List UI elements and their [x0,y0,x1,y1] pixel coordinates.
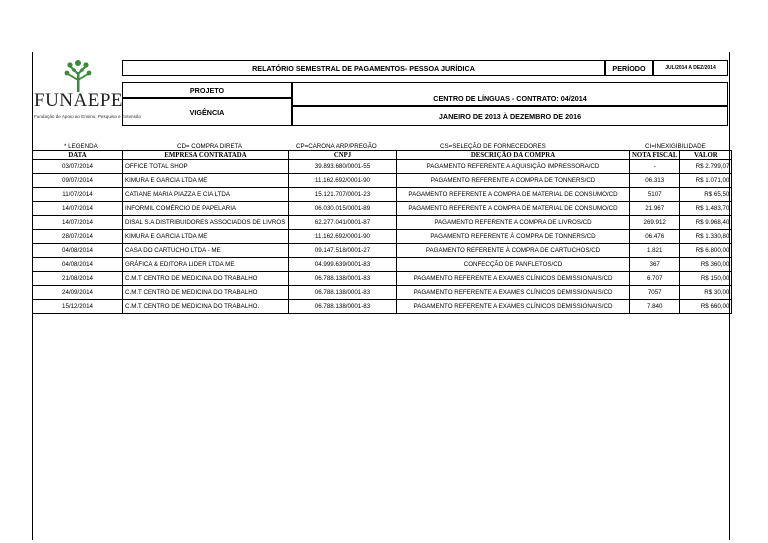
cell-invoice: 269.912 [630,216,680,230]
cell-cnpj: 06.030.015/0001-89 [289,202,397,216]
legend-title: * LEGENDA [64,143,98,150]
table-row [33,188,732,202]
cell-invoice: 5107 [630,188,680,202]
cell-cnpj: 39.893.680/0001-55 [289,160,397,174]
table-row [33,244,732,258]
cell-date: 14/07/2014 [33,216,123,230]
legend-cs: CS=SELEÇÃO DE FORNECEDORES [440,143,546,150]
cell-description: CONFECÇÃO DE PANFLETOS/CD [397,258,630,272]
cell-description: PAGAMENTO REFERENTE A COMPRA DE TONNERS/CD [397,174,630,188]
cell-company: C.M.T CENTRO DE MEDICINA DO TRABALHO [123,286,289,300]
payments-table [32,150,732,314]
table-row [33,230,732,244]
cell-invoice: 1.821 [630,244,680,258]
cell-description: PAGAMENTO REFERENTE À COMPRA DE CARTUCHOS/CD [397,244,630,258]
cell-value: R$ 660,00 [680,300,732,314]
cell-cnpj: 04.999.639/0001-83 [289,258,397,272]
cell-cnpj: 15.121.707/0001-23 [289,188,397,202]
cell-company: INFORMIL COMÉRCIO DE PAPELARIA [123,202,289,216]
cell-invoice: 06.313 [630,174,680,188]
cell-value: R$ 150,00 [680,272,732,286]
legend-cp: CP=CARONA ARP/PREGÃO [296,143,377,150]
cell-cnpj: 06.788.138/0001-83 [289,300,397,314]
cell-date: 15/12/2014 [33,300,123,314]
cell-description: PAGAMENTO REFERENTE A EXAMES CLÍNICOS DEMISSIONAIS/CD [397,286,630,300]
cell-invoice: 7.840 [630,300,680,314]
cell-date: 04/08/2014 [33,244,123,258]
cell-value: R$ 65,50 [680,188,732,202]
cell-cnpj: 11.162.692/0001-90 [289,230,397,244]
cell-invoice: 06.476 [630,230,680,244]
validity-value: JANEIRO DE 2013 À DEZEMBRO DE 2016 [292,106,728,126]
cell-company: KIMURA E GARCIA LTDA ME [123,174,289,188]
period-label: PERÍODO [605,60,653,76]
cell-description: PAGAMENTO REFERENTE À COMPRA DE TONNERS/CD [397,230,630,244]
cell-description: PAGAMENTO REFERENTE A EXAMES CLÍNICOS DEMISSIONAIS/CD [397,300,630,314]
report-title: RELATÓRIO SEMESTRAL DE PAGAMENTOS- PESSOA JURÍDICA [122,60,605,76]
logo-name: FUNAEPE [34,90,124,111]
cell-date: 21/08/2014 [33,272,123,286]
cell-company: GRÁFICA & EDITORA LIDER LTDA ME [123,258,289,272]
cell-date: 04/08/2014 [33,258,123,272]
col-invoice: NOTA FISCAL [630,151,680,160]
table-row [33,258,732,272]
cell-value: R$ 2.799,07 [680,160,732,174]
cell-company: C.M.T CENTRO DE MEDICINA DO TRABALHO. [123,300,289,314]
cell-date: 11/07/2014 [33,188,123,202]
cell-cnpj: 06.788.138/0001-83 [289,272,397,286]
period-value: JUL/2014 A DEZ/2014 [653,60,728,76]
tree-icon [62,58,94,94]
table-row [33,202,732,216]
cell-company: OFFICE TOTAL SHOP [123,160,289,174]
cell-company: DISAL S.A DISTRIBUIDORES ASSOCIADOS DE LIVROS [123,216,289,230]
cell-value: R$ 6.800,00 [680,244,732,258]
cell-description: PAGAMENTO REFERENTE A COMPRA DE MATERIAL DE CONSUMO/CD [397,202,630,216]
cell-invoice: 7057 [630,286,680,300]
cell-value: R$ 30,00 [680,286,732,300]
col-value: VALOR [680,151,732,160]
cell-date: 24/09/2014 [33,286,123,300]
cell-description: PAGAMENTO REFERENTE A EXAMES CLÍNICOS DEMISSIONAIS/CD [397,272,630,286]
table-row [33,160,732,174]
cell-invoice: 21.967 [630,202,680,216]
cell-invoice: 6.707 [630,272,680,286]
cell-cnpj: 11.162.692/0001-90 [289,174,397,188]
table-row [33,272,732,286]
table-header-row [33,151,732,160]
project-value: CENTRO DE LÍNGUAS - CONTRATO: 04/2014 [292,82,728,106]
table-row [33,216,732,230]
cell-invoice: 367 [630,258,680,272]
funaepe-logo [34,54,142,122]
col-company: EMPRESA CONTRATADA [123,151,289,160]
cell-date: 28/07/2014 [33,230,123,244]
cell-date: 03/07/2014 [33,160,123,174]
cell-company: C.M.T CENTRO DE MEDICINA DO TRABALHO [123,272,289,286]
cell-date: 14/07/2014 [33,202,123,216]
cell-description: PAGAMENTO REFERENTE A COMPRA DE MATERIAL DE CONSUMO/CD [397,188,630,202]
cell-value: R$ 1.483,70 [680,202,732,216]
table-row [33,286,732,300]
table-row [33,174,732,188]
cell-value: R$ 9.968,40 [680,216,732,230]
cell-invoice: - [630,160,680,174]
cell-description: PAGAMENTO REFERENTE A COMPRA DE LIVROS/CD [397,216,630,230]
cell-company: KIMURA E GARCIA LTDA ME [123,230,289,244]
cell-value: R$ 1.071,00 [680,174,732,188]
col-description: DESCRIÇÃO DA COMPRA [397,151,630,160]
cell-company: CATIANE MARIA PIAZZA E CIA LTDA [123,188,289,202]
cell-cnpj: 06.788.138/0001-83 [289,286,397,300]
cell-cnpj: 62.277.041/0001-87 [289,216,397,230]
cell-value: R$ 360,00 [680,258,732,272]
cell-cnpj: 09.147.518/0001-27 [289,244,397,258]
table-row [33,300,732,314]
cell-value: R$ 1.330,80 [680,230,732,244]
logo-subtitle: Fundação de Apoio ao Ensino, Pesquisa e Extensão [34,114,142,119]
col-date: DATA [33,151,123,160]
col-cnpj: CNPJ [289,151,397,160]
legend-ci: CI=INEXIGIBILIDADE [645,143,706,150]
validity-label: VIGÊNCIA [122,98,292,126]
project-label: PROJETO [122,82,292,98]
legend-cd: CD= COMPRA DIRETA [177,143,243,150]
cell-date: 09/07/2014 [33,174,123,188]
cell-description: PAGAMENTO REFERENTE A AQUISIÇÃO IMPRESSORA/CD [397,160,630,174]
cell-company: CASA DO CARTUCHO LTDA - ME [123,244,289,258]
